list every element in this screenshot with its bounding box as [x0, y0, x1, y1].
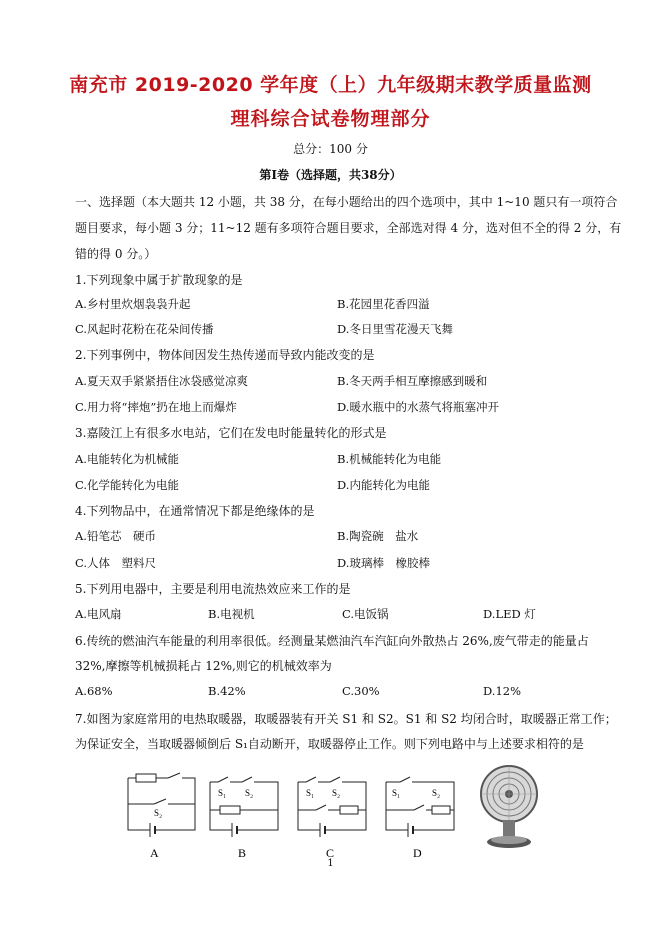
option: A.夏天双手紧紧捂住冰袋感觉凉爽 — [75, 374, 248, 388]
switch-label: S₂ — [432, 788, 441, 798]
switch-label: S₁ — [392, 788, 401, 798]
option: B.42% — [208, 684, 246, 698]
heater-image — [478, 762, 540, 852]
question-stem: 2.下列事例中，物体间因发生热传递而导致内能改变的是 — [75, 348, 375, 362]
option: C.化学能转化为电能 — [75, 478, 180, 492]
option: C.人体 塑料尺 — [75, 556, 157, 570]
question-stem: 1.下列现象中属于扩散现象的是 — [75, 273, 243, 287]
question-stem: 7.如图为家庭常用的电热取暖器，取暖器装有开关 S1 和 S2。S1 和 S2 均闭合时，取暖器正常工作； — [75, 712, 617, 726]
circuit-d — [386, 777, 454, 837]
option: A.电能转化为机械能 — [75, 452, 179, 466]
option: C.用力将“摔炮”扔在地上而爆炸 — [75, 400, 237, 414]
option: A.乡村里炊烟袅袅升起 — [75, 297, 191, 311]
switch-label: S₂ — [245, 788, 254, 798]
circuit-label: B — [238, 846, 247, 858]
circuit-label: D — [413, 846, 422, 858]
question-stem: 5.下列用电器中，主要是利用电流热效应来工作的是 — [75, 582, 351, 596]
option: B.冬天两手相互摩擦感到暖和 — [337, 374, 488, 388]
option: B.电视机 — [208, 607, 255, 621]
option: B.花园里花香四溢 — [337, 297, 430, 311]
option: C.电饭锅 — [342, 607, 389, 621]
option: B.机械能转化为电能 — [337, 452, 442, 466]
option: D.冬日里雪花漫天飞舞 — [337, 322, 453, 336]
option: D.玻璃棒 橡胶棒 — [337, 556, 430, 570]
option: D.内能转化为电能 — [337, 478, 430, 492]
total-score: 总分：100 分 — [293, 142, 368, 156]
option: A.电风扇 — [75, 607, 122, 621]
question-stem: 6.传统的燃油汽车能量的利用率很低。经测量某燃油汽车汽缸向外散热占 26%,废气带走的能量占 — [75, 634, 589, 648]
circuit-b — [210, 777, 278, 837]
option: A.铅笔芯 硬币 — [75, 529, 156, 543]
option: A.68% — [75, 684, 113, 698]
option: B.陶瓷碗 盐水 — [337, 529, 419, 543]
option: D.12% — [483, 684, 522, 698]
page-number: 1 — [327, 858, 334, 869]
circuit-label: C — [326, 846, 335, 858]
circuit-diagrams — [120, 768, 530, 858]
instruction-line: 一、选择题（本大题共 12 小题，共 38 分，在每小题给出的四个选项中，其中 1~10 题只有一项符合 — [75, 195, 618, 209]
switch-label: S₁ — [218, 788, 227, 798]
circuit-a — [128, 773, 195, 837]
question-stem: 32%,摩擦等机械损耗占 12%,则它的机械效率为 — [75, 659, 332, 673]
question-stem: 4.下列物品中，在通常情况下都是绝缘体的是 — [75, 504, 315, 518]
switch-label: S₂ — [154, 808, 163, 818]
instruction-line: 错的得 0 分。） — [75, 247, 157, 261]
exam-subtitle: 理科综合试卷物理部分 — [230, 108, 431, 130]
circuit-label: A — [150, 846, 159, 858]
option: C.风起时花粉在花朵间传播 — [75, 322, 214, 336]
switch-label: S₂ — [332, 788, 341, 798]
option: D.暖水瓶中的水蒸气将瓶塞冲开 — [337, 400, 499, 414]
section-heading: 第Ⅰ卷（选择题，共38分） — [259, 168, 402, 182]
question-stem: 3.嘉陵江上有很多水电站，它们在发电时能量转化的形式是 — [75, 426, 387, 440]
exam-title: 南充市 2019-2020 学年度（上）九年级期末教学质量监测 — [69, 74, 592, 96]
instruction-line: 题目要求，每小题 3 分；11~12 题有多项符合题目要求，全部选对得 4 分，选对但不全的得 2 分，有 — [75, 221, 622, 235]
circuit-c — [298, 777, 366, 837]
question-stem: 为保证安全，当取暖器倾倒后 S₁自动断开，取暖器停止工作。则下列电路中与上述要求相符的是 — [75, 737, 584, 751]
switch-label: S₁ — [306, 788, 315, 798]
option: D.LED 灯 — [483, 607, 536, 621]
option: C.30% — [342, 684, 380, 698]
